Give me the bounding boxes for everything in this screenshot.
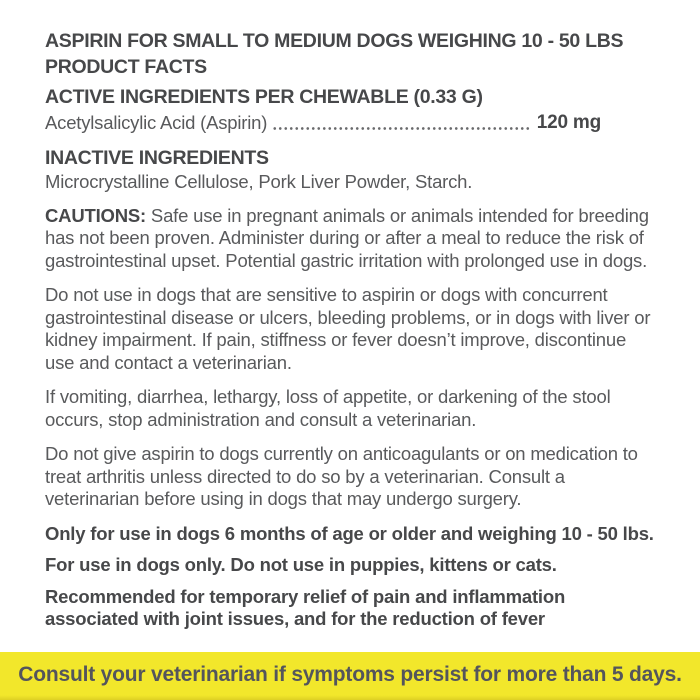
label-content (45, 28, 660, 631)
bold-statement-recommended-use: Recommended for temporary relief of pain and inflammation associated with joint issues, and for the reduction of fever (45, 585, 566, 629)
warning-paragraph-symptoms: If vomiting, diarrhea, lethargy, loss of appetite, or darkening of the stool occurs, stop administration and consult a veterinarian. (45, 386, 611, 430)
product-facts-heading: PRODUCT FACTS (45, 56, 207, 78)
title-line: ASPIRIN FOR SMALL TO MEDIUM DOGS WEIGHING 10 - 50 LBS (45, 30, 624, 52)
inactive-ingredients-heading: INACTIVE INGREDIENTS (45, 147, 269, 169)
active-ingredient-amount: 120 mg (536, 112, 601, 133)
bold-statement-age-weight: Only for use in dogs 6 months of age or older and weighing 10 - 50 lbs. (45, 522, 654, 544)
cautions-label: CAUTIONS: (45, 204, 146, 226)
cautions-text: Safe use in pregnant animals or animals intended for breeding has not been proven. Administer during or after a meal to reduce the risk of gastrointestinal upset. Potential gastric irritation with prolonged use in dogs. (45, 204, 649, 271)
cautions-paragraph (45, 205, 660, 273)
active-ingredient-row (45, 112, 601, 134)
inactive-ingredients-text: Microcrystalline Cellulose, Pork Liver Powder, Starch. (45, 171, 473, 192)
active-ingredient-name: Acetylsalicylic Acid (Aspirin) (45, 112, 268, 133)
footer-banner (0, 652, 700, 700)
footer-banner-text: Consult your veterinarian if symptoms persist for more than 5 days. (18, 663, 682, 686)
bold-statement-dogs-only: For use in dogs only. Do not use in puppies, kittens or cats. (45, 554, 557, 575)
warning-paragraph-sensitivity: Do not use in dogs that are sensitive to aspirin or dogs with concurrent gastrointestinal disease or ulcers, bleeding problems, or in dogs with liver or kidney impairment. If pain, stiffness or fever doesn’t improve, discontinue use and contact a veterinarian. (45, 284, 651, 373)
warning-paragraph-anticoagulants: Do not give aspirin to dogs currently on anticoagulants or on medication to treat arthritis unless directed to do so by a veterinarian. Consult a veterinarian before using in dogs that may undergo surgery. (45, 443, 638, 509)
dotted-leader (272, 127, 530, 130)
active-ingredients-heading: ACTIVE INGREDIENTS PER CHEWABLE (0.33 G) (45, 86, 483, 108)
